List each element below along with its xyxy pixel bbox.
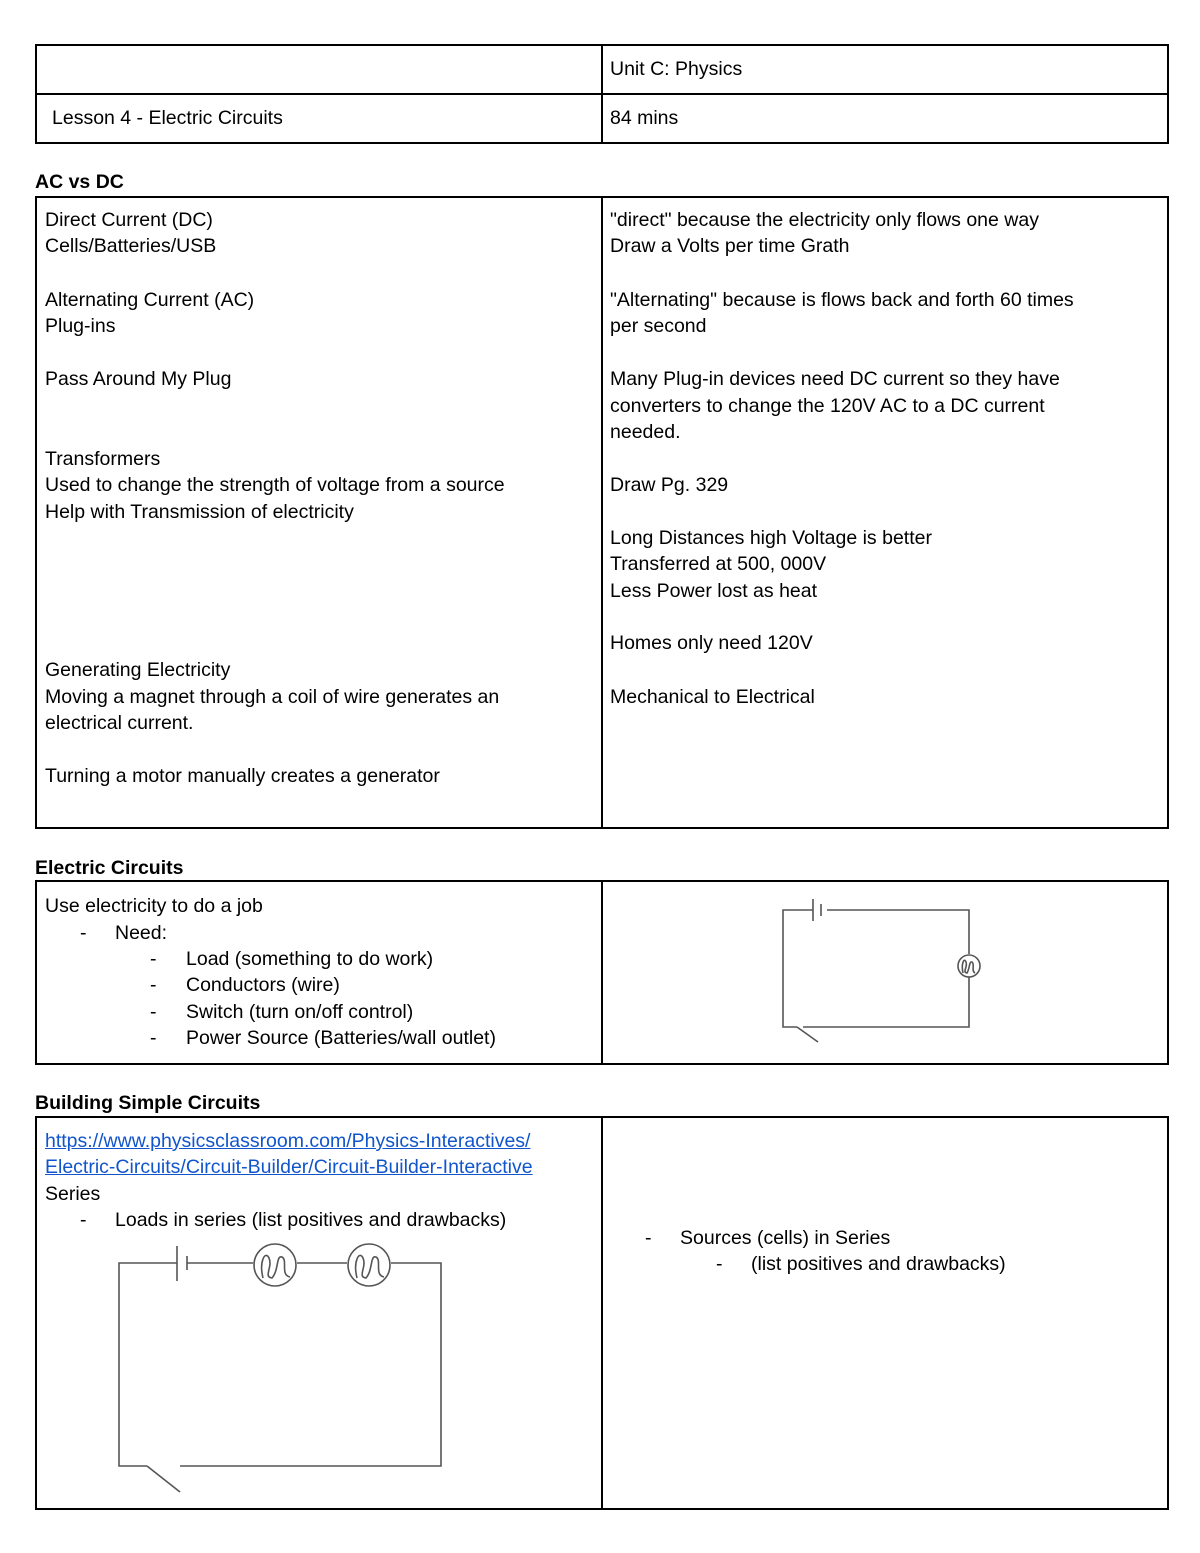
circuits-intro: Use electricity to do a job: [45, 895, 263, 917]
ac-dc-left-line: Cells/Batteries/USB: [45, 235, 217, 257]
circuit-builder-link[interactable]: Electric-Circuits/Circuit-Builder/Circuit-Builder-Interactive: [45, 1156, 533, 1178]
ac-dc-right-line: needed.: [610, 421, 681, 443]
bullet-dash: -: [150, 1001, 157, 1023]
series-label: Series: [45, 1183, 101, 1205]
ac-dc-right-line: Homes only need 120V: [610, 632, 813, 654]
circuits-need-item: Switch (turn on/off control): [186, 1001, 414, 1023]
electric-circuits-heading: Electric Circuits: [35, 857, 184, 879]
lesson-title: Lesson 4 - Electric Circuits: [52, 107, 283, 129]
building-circuits-heading: Building Simple Circuits: [35, 1092, 261, 1114]
ac-dc-left-line: Used to change the strength of voltage from a source: [45, 474, 505, 496]
circuits-need-item: Load (something to do work): [186, 948, 434, 970]
ac-dc-right-line: Mechanical to Electrical: [610, 686, 815, 708]
bullet-dash: -: [150, 974, 157, 996]
ac-dc-right-line: Draw a Volts per time Grath: [610, 235, 850, 257]
ac-dc-left-line: Plug-ins: [45, 315, 116, 337]
ac-dc-right-line: Long Distances high Voltage is better: [610, 527, 932, 549]
ac-dc-right-line: "Alternating" because is flows back and forth 60 times: [610, 289, 1074, 311]
bullet-dash: -: [645, 1227, 652, 1249]
ac-dc-left-line: electrical current.: [45, 712, 194, 734]
circuits-need: Need:: [115, 922, 168, 944]
ac-dc-left-line: Help with Transmission of electricity: [45, 501, 354, 523]
ac-dc-left-line: Generating Electricity: [45, 659, 231, 681]
circuits-need-item: Power Source (Batteries/wall outlet): [186, 1027, 496, 1049]
unit-title: Unit C: Physics: [610, 58, 743, 80]
ac-dc-right-line: Transferred at 500, 000V: [610, 553, 827, 575]
ac-dc-left-line: Transformers: [45, 448, 161, 470]
ac-dc-right-line: Draw Pg. 329: [610, 474, 729, 496]
circuit-wire: [827, 910, 969, 954]
lightbulb-icon: [958, 955, 980, 977]
bullet-dash: -: [150, 1027, 157, 1049]
ac-dc-left-line: Alternating Current (AC): [45, 289, 255, 311]
ac-dc-left-line: Pass Around My Plug: [45, 368, 232, 390]
lightbulb-icon: [348, 1244, 390, 1286]
ac-dc-right-line: per second: [610, 315, 707, 337]
ac-dc-left-line: Direct Current (DC): [45, 209, 213, 231]
sources-sub: (list positives and drawbacks): [751, 1253, 1006, 1275]
ac-dc-right-line: Many Plug-in devices need DC current so they have: [610, 368, 1060, 390]
circuit-wire: [180, 1263, 441, 1466]
circuit-wire: [783, 910, 813, 1027]
lesson-duration: 84 mins: [610, 107, 679, 129]
ac-dc-left-line: Moving a magnet through a coil of wire generates an: [45, 686, 500, 708]
bullet-dash: -: [80, 922, 87, 944]
circuit-builder-link[interactable]: https://www.physicsclassroom.com/Physics-Interactives/: [45, 1130, 531, 1152]
ac-dc-right-line: converters to change the 120V AC to a DC current: [610, 395, 1045, 417]
switch-lever: [797, 1027, 818, 1042]
circuits-need-item: Conductors (wire): [186, 974, 340, 996]
ac-dc-left-line: Turning a motor manually creates a generator: [45, 765, 440, 787]
circuit-wire: [119, 1263, 177, 1466]
lightbulb-icon: [254, 1244, 296, 1286]
bullet-dash: -: [716, 1253, 723, 1275]
ac-dc-right-line: Less Power lost as heat: [610, 580, 818, 602]
series-circuit-diagram: [119, 1244, 441, 1492]
loads-in-series: Loads in series (list positives and drawbacks): [115, 1209, 507, 1231]
bullet-dash: -: [150, 948, 157, 970]
bullet-dash: -: [80, 1209, 87, 1231]
ac-dc-right-line: "direct" because the electricity only flows one way: [610, 209, 1039, 231]
switch-lever: [147, 1466, 180, 1492]
simple-circuit-diagram: [783, 899, 980, 1042]
circuit-wire: [803, 977, 969, 1027]
sources-in-series: Sources (cells) in Series: [680, 1227, 891, 1249]
ac-dc-heading: AC vs DC: [35, 171, 124, 193]
